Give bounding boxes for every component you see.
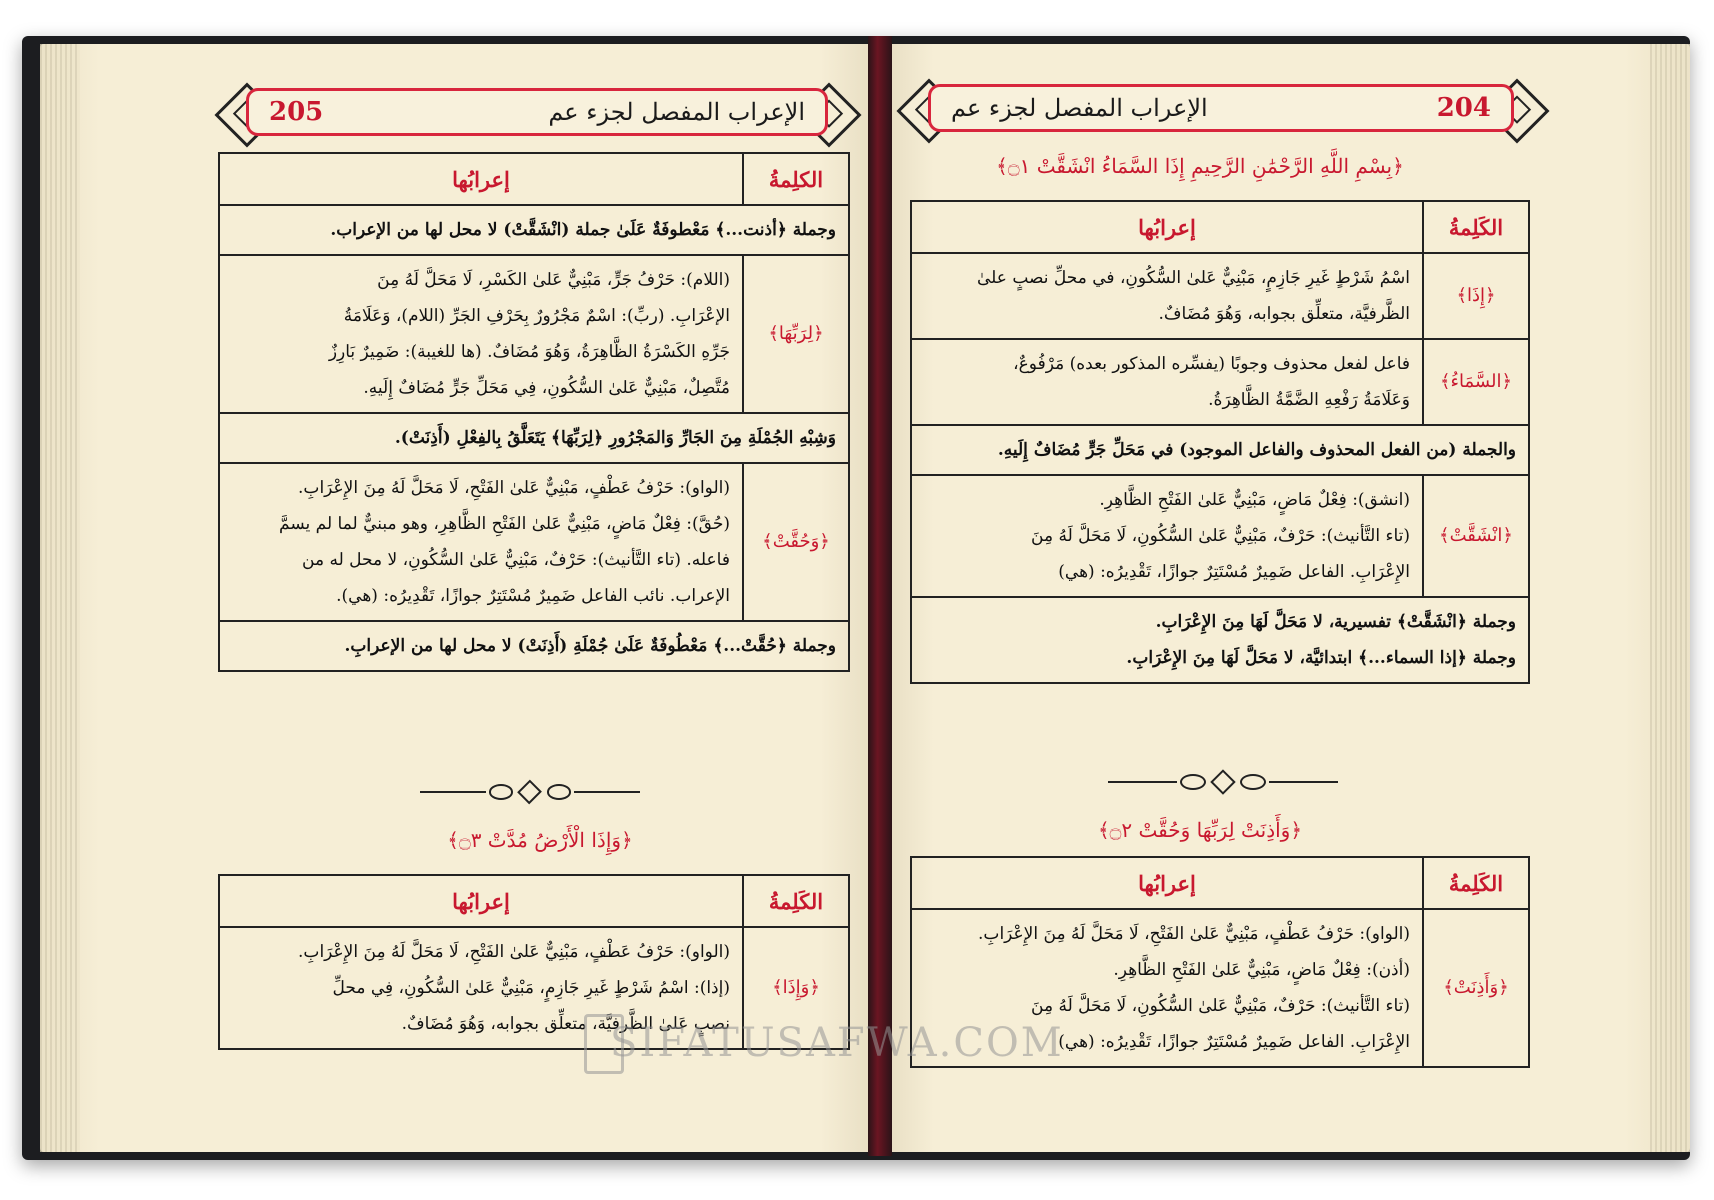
book-spine [868, 36, 892, 1156]
parse-line: الإِعْرَابِ. الفاعل ضَمِيرٌ مُسْتَتِرٌ جوازًا، تَقْدِيرُه: (هي) [1058, 1032, 1410, 1052]
parse-line: الإِعْرَابِ. الفاعل ضَمِيرٌ مُسْتَتِرٌ جوازًا، تَقْدِيرُه: (هي) [1058, 562, 1410, 582]
col-header-word: الكلِمةُ [743, 153, 849, 205]
parse-line: (أذن): فِعْلٌ مَاضٍ، مَبْنِيٌّ عَلىٰ الفَتْحِ الظَّاهِرِ. [1113, 960, 1410, 980]
note-line: وجملة ﴿انْشَقَّتْ﴾ تفسيرية، لا مَحَلَّ لَهَا مِنَ الإِعْرَابِ. [1155, 612, 1516, 632]
parse-line: الإعْرَابِ. (ربِّ): اسْمٌ مَجْرُورٌ بِحَرْفِ الجَرِّ (اللام)، وَعَلَامَةُ [343, 306, 730, 326]
col-header-word: الكَلِمةُ [743, 875, 849, 927]
sentence-note: وجملة ﴿أذنت...﴾ مَعْطوفَةٌ عَلَىٰ جملة (انْشَقَّتْ) لا محل لها من الإعراب. [219, 205, 849, 255]
word-cell: ﴿انْشَقَّتْ﴾ [1423, 475, 1529, 597]
left-verse-heading: ﴿وَإِذَا الْأَرْضُ مُدَّتْ ۝٣﴾ [447, 828, 633, 852]
right-page-number: 204 [1436, 93, 1491, 123]
parse-line: فاعله. (تاء التَّأنيث): حَرْفٌ، مَبْنِيٌّ عَلىٰ السُّكُونِ، لا محل له من [302, 550, 730, 570]
table-row [911, 597, 1529, 683]
table-row [219, 463, 849, 621]
table-row [219, 255, 849, 413]
watermark-text: SIFATUSAFWA.COM [610, 1020, 1064, 1066]
table-row [911, 475, 1529, 597]
parse-line: الإعراب. نائب الفاعل ضَمِيرٌ مُسْتَتِرٌ جوازًا، تَقْدِيرُه: (هي). [336, 586, 730, 606]
word-cell: ﴿السَّمَاءُ﴾ [1423, 339, 1529, 425]
right-page-header [928, 84, 1514, 132]
table-row [911, 339, 1529, 425]
col-header-parse: إعرابُها [219, 153, 743, 205]
right-page-edges [1650, 44, 1690, 1152]
parse-line: وَعَلَامَةُ رَفْعِهِ الضَّمَّةُ الظَّاهِرَةُ. [1208, 390, 1410, 410]
note-line: وجملة ﴿إذا السماء...﴾ ابتدائيَّة، لا مَحَلَّ لَهَا مِنَ الإِعْرَابِ. [1126, 648, 1516, 668]
parse-line: (الواو): حَرْفُ عَطْفٍ، مَبْنِيٌّ عَلىٰ الفَتْحِ، لَا مَحَلَّ لَهُ مِنَ الإِعْرَابِ. [298, 942, 730, 962]
sentence-note: وجملة ﴿حُقَّتْ...﴾ مَعْطُوفَةٌ عَلَىٰ جُمْلَةِ (أَذِنَتْ) لا محل لها من الإعرابِ. [219, 621, 849, 671]
parse-line: (الواو): حَرْفُ عَطْفٍ، مَبْنِيٌّ عَلىٰ الفَتْحِ، لَا مَحَلَّ لَهُ مِنَ الإِعْرَابِ. [298, 478, 730, 498]
table-row [911, 253, 1529, 339]
right-header-title: الإعراب المفصل لجزء عم [951, 94, 1208, 122]
parse-line: الظَّرفيَّة، متعلِّق بجوابه، وَهُوَ مُضَافٌ. [1158, 304, 1410, 324]
parse-cell [219, 463, 743, 621]
sentence-note: وَشِبْهِ الجُمْلَةِ مِنَ الجَارِّ وَالمَجْرُورِ ﴿لِرَبِّهَا﴾ يَتَعَلَّقُ بِالفِعْلِ (أَذِنَتْ). [219, 413, 849, 463]
parse-cell [911, 475, 1423, 597]
sentence-note [911, 597, 1529, 683]
col-header-word: الكَلِمةُ [1423, 201, 1529, 253]
right-table-1 [910, 200, 1530, 684]
parse-line: (الواو): حَرْفُ عَطْفٍ، مَبْنِيٌّ عَلىٰ الفَتْحِ، لَا مَحَلَّ لَهُ مِنَ الإِعْرَابِ. [978, 924, 1410, 944]
parse-line: (اللام): حَرْفُ جَرٍّ، مَبْنِيٌّ عَلىٰ الكَسْرِ، لَا مَحَلَّ لَهُ مِنَ [377, 270, 730, 290]
parse-line: فاعل لفعل محذوف وجوبًا (يفسِّره المذكور بعده) مَرْفُوعٌ، [1013, 354, 1410, 374]
left-page-number: 205 [269, 97, 324, 127]
parse-line: (حُقَّ): فِعْلٌ مَاضٍ، مَبْنِيٌّ عَلىٰ الفَتْحِ الظَّاهِرِ، وهو مبنيٌّ لما لم يسمَّ [279, 514, 730, 534]
parse-cell [219, 255, 743, 413]
right-verse-heading-1: ﴿بِسْمِ اللَّهِ الرَّحْمَٰنِ الرَّحِيمِ إِذَا السَّمَاءُ انْشَقَّتْ ۝١﴾ [996, 154, 1404, 178]
parse-line: اسْمُ شَرْطٍ غَيرِ جَازِمٍ، مَبْنِيٌّ عَلىٰ السُّكُونِ، في محلِّ نصبٍ علىٰ [976, 268, 1410, 288]
left-table-1 [218, 152, 850, 672]
right-table-1-body [911, 253, 1529, 683]
left-page-edges [40, 44, 80, 1152]
left-table-1-body [219, 205, 849, 671]
parse-line: (تاء التَّأنيث): حَرْفٌ، مَبْنِيٌّ عَلىٰ السُّكُونِ، لَا مَحَلَّ لَهُ مِنَ [1031, 526, 1410, 546]
parse-cell [911, 253, 1423, 339]
word-cell: ﴿وَإِذَا﴾ [743, 927, 849, 1049]
table-row [911, 425, 1529, 475]
parse-line: (انشق): فِعْلٌ مَاضٍ، مَبْنِيٌّ عَلىٰ الفَتْحِ الظَّاهِرِ. [1099, 490, 1410, 510]
col-header-parse: إعرابُها [911, 201, 1423, 253]
table-row [219, 413, 849, 463]
parse-line: (إذا): اسْمُ شَرْطٍ غَيرِ جَازِمٍ، مَبْنِيٌّ عَلىٰ السُّكُونِ، فِي محلِّ [332, 978, 730, 998]
parse-line: مُتَّصِلٌ، مَبْنِيٌّ عَلىٰ السُّكُونِ، فِي مَحَلِّ جَرٍّ مُضَافٌ إِلَيهِ. [363, 378, 730, 398]
sentence-note: والجملة (من الفعل المحذوف والفاعل الموجود) في مَحَلِّ جَرٍّ مُضَافٌ إِلَيهِ. [911, 425, 1529, 475]
col-header-parse: إعرابُها [219, 875, 743, 927]
word-cell: ﴿وَحُقَّتْ﴾ [743, 463, 849, 621]
parse-line: نصبٍ عَلىٰ الظَّرفيَّة، متعلِّق بجوابه، وَهُوَ مُضَافٌ. [401, 1014, 730, 1034]
parse-line: (تاء التَّأنيث): حَرْفٌ، مَبْنِيٌّ عَلىٰ السُّكُونِ، لَا مَحَلَّ لَهُ مِنَ [1031, 996, 1410, 1016]
word-cell: ﴿وَأَذِنَتْ﴾ [1423, 909, 1529, 1067]
left-header-title: الإعراب المفصل لجزء عم [548, 98, 805, 126]
section-divider-right [1108, 772, 1338, 792]
parse-cell [911, 339, 1423, 425]
table-row [219, 621, 849, 671]
left-page-header [246, 88, 828, 136]
col-header-parse: إعرابُها [911, 857, 1423, 909]
section-divider-left [420, 782, 640, 802]
parse-line: جَرِّهِ الكَسْرَةُ الظَّاهِرَةُ، وَهُوَ مُضَافٌ. (ها للغيبة): ضَمِيرٌ بَارِزٌ [328, 342, 730, 362]
table-row [219, 205, 849, 255]
col-header-word: الكَلِمةُ [1423, 857, 1529, 909]
word-cell: ﴿إِذَا﴾ [1423, 253, 1529, 339]
word-cell: ﴿لِرَبِّهَا﴾ [743, 255, 849, 413]
right-verse-heading-2: ﴿وَأَذِنَتْ لِرَبِّهَا وَحُقَّتْ ۝٢﴾ [1097, 818, 1303, 842]
